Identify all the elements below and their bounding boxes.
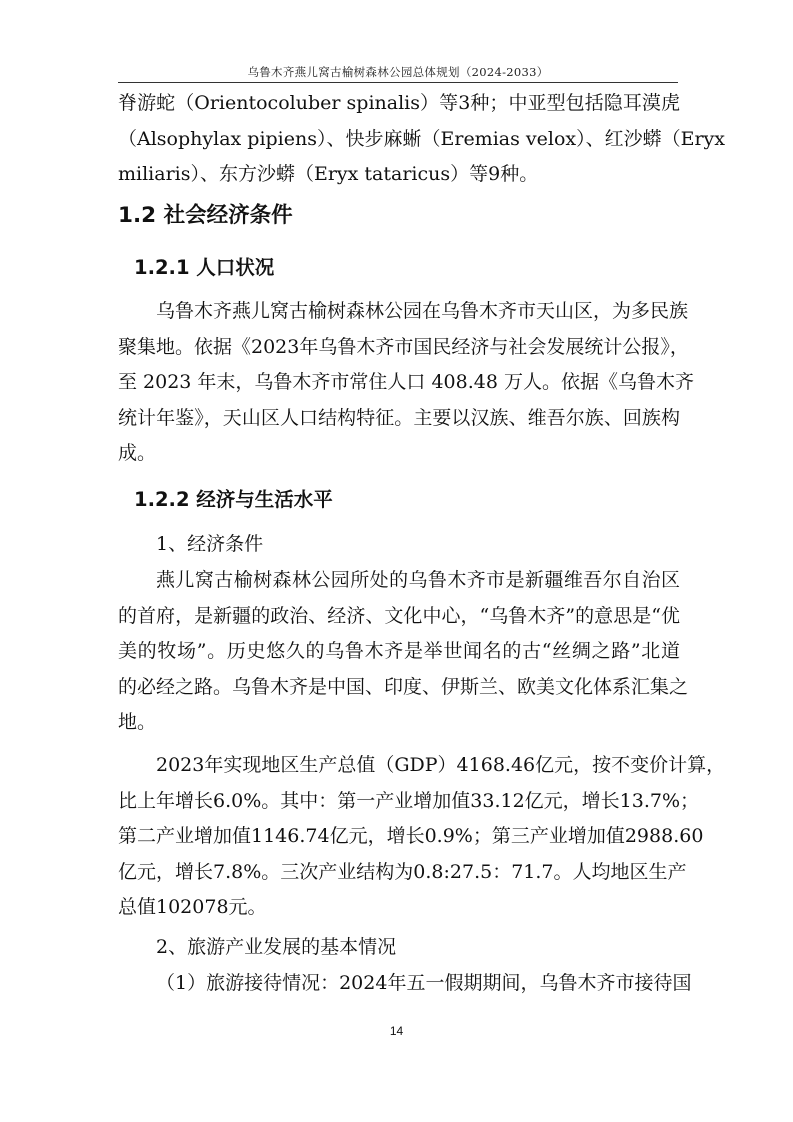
text-line: miliaris）、东方沙蟒（Eryx tataricus）等9种。 (118, 163, 539, 185)
text-line: 亿元，增长7.8%。三次产业结构为0.8:27.5：71.7。人均地区生产 (118, 861, 687, 883)
text-line: （Alsophylax pipiens）、快步麻蜥（Eremias velox）、红沙蟒（Eryx (118, 128, 726, 150)
text-line: 地。 (118, 711, 157, 733)
header-divider (118, 82, 678, 83)
text-line: 聚集地。依据《2023年乌鲁木齐市国民经济与社会发展统计公报》， (118, 336, 689, 358)
text-line: 的必经之路。乌鲁木齐是中国、印度、伊斯兰、欧美文化体系汇集之 (118, 676, 689, 698)
list-heading: 1、经济条件 (156, 533, 264, 555)
text-line: （1）旅游接待情况：2024年五一假期期间，乌鲁木齐市接待国 (156, 972, 692, 994)
text-line: 第二产业增加值1146.74亿元，增长0.9%；第三产业增加值2988.60 (118, 825, 704, 847)
section-heading: 1.2 社会经济条件 (118, 203, 293, 228)
subsection-heading: 1.2.2 经济与生活水平 (134, 488, 333, 511)
text-line: 比上年增长6.0%。其中：第一产业增加值33.12亿元，增长13.7%； (118, 790, 700, 812)
text-line: 统计年鉴》，天山区人口结构特征。主要以汉族、维吾尔族、回族构 (118, 407, 680, 429)
subsection-heading: 1.2.1 人口状况 (134, 256, 275, 279)
text-line: 2023年实现地区生产总值（GDP）4168.46亿元，按不变价计算， (156, 754, 726, 776)
text-line: 成。 (118, 442, 157, 464)
list-heading: 2、旅游产业发展的基本情况 (156, 936, 397, 958)
text-line: 的首府，是新疆的政治、经济、文化中心，“乌鲁木齐”的意思是“优 (118, 605, 680, 627)
text-line: 燕儿窝古榆树森林公园所处的乌鲁木齐市是新疆维吾尔自治区 (156, 569, 680, 591)
text-line: 美的牧场”。历史悠久的乌鲁木齐是举世闻名的古“丝绸之路”北道 (118, 640, 680, 662)
text-line: 总值102078元。 (118, 896, 267, 918)
page-number: 14 (389, 1024, 404, 1038)
text-line: 脊游蛇（Orientocoluber spinalis）等3种；中亚型包括隐耳漠虎 (118, 92, 680, 114)
running-header: 乌鲁木齐燕儿窝古榆树森林公园总体规划（2024-2033） (247, 65, 549, 79)
text-line: 乌鲁木齐燕儿窝古榆树森林公园在乌鲁木齐市天山区，为多民族 (156, 300, 689, 322)
text-line: 至 2023 年末，乌鲁木齐市常住人口 408.48 万人。依据《乌鲁木齐 (118, 371, 694, 393)
